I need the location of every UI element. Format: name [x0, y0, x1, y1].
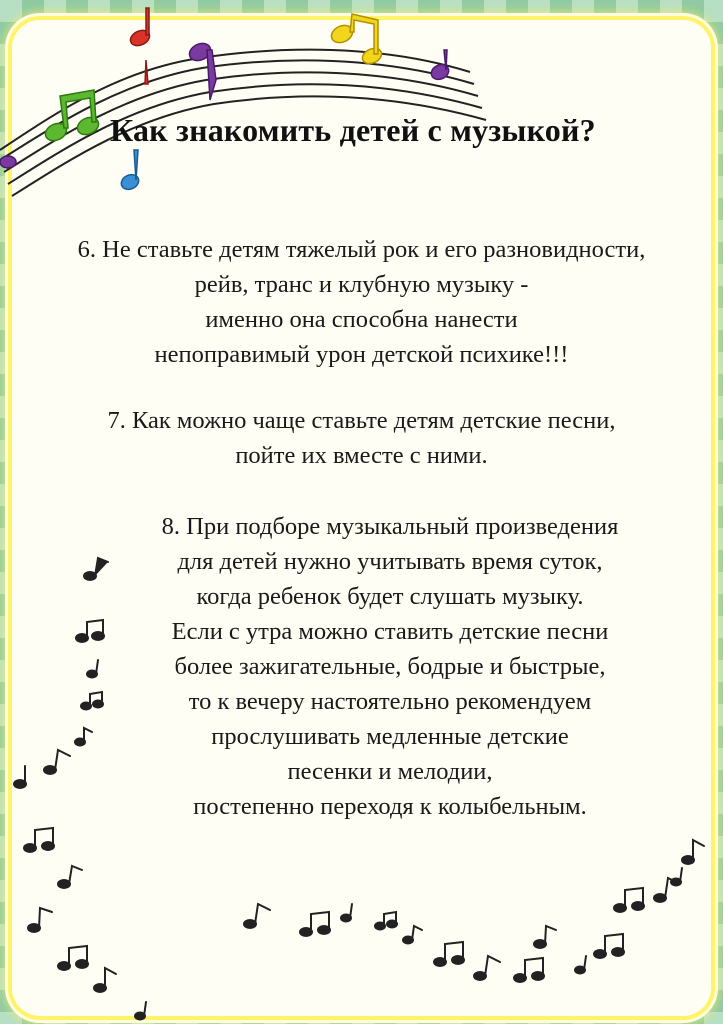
- paragraph-line: 8. При подборе музыкальный произведения: [161, 513, 619, 540]
- paragraph-line: 7. Как можно чаще ставьте детям детские песни,: [107, 407, 616, 434]
- paragraph-line: песенки и мелодии,: [287, 758, 493, 785]
- paragraph-line: пойте их вместе с ними.: [235, 442, 488, 469]
- paragraph-line: непоправимый урон детской психике!!!: [154, 341, 569, 368]
- paragraph-line: Если с утра можно ставить детские песни: [171, 618, 609, 645]
- paragraph-8: [90, 509, 690, 824]
- paragraph-line: более зажигательные, бодрые и быстрые,: [174, 653, 606, 680]
- paragraph-line: для детей нужно учитывать время суток,: [177, 548, 603, 575]
- paragraph-line: именно она способна нанести: [205, 306, 518, 333]
- page-title: Как знакомить детей с музыкой?: [110, 112, 596, 148]
- paragraph-line: рейв, транс и клубную музыку -: [194, 271, 529, 298]
- paragraph-line: когда ребенок будет слушать музыку.: [196, 583, 584, 610]
- paragraph-line: 6. Не ставьте детям тяжелый рок и его разновидности,: [77, 236, 646, 263]
- paragraph-7: [20, 403, 703, 473]
- paragraph-line: прослушивать медленные детские: [211, 723, 569, 750]
- paragraph-6: [20, 232, 703, 372]
- paragraph-line: постепенно переходя к колыбельным.: [193, 793, 587, 820]
- paragraph-line: то к вечеру настоятельно рекомендуем: [188, 688, 592, 715]
